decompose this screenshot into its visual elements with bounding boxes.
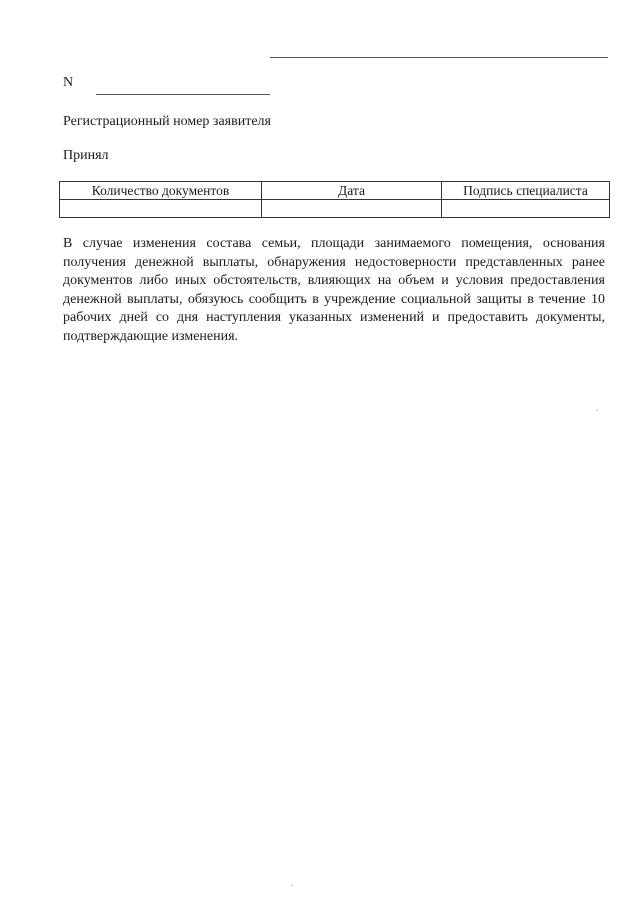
scan-speck [291, 885, 293, 886]
table-header-row [60, 182, 610, 200]
documents-table [59, 181, 610, 218]
number-blank-line [96, 94, 270, 95]
column-header-documents-count: Количество документов [60, 182, 262, 200]
registration-number-label: Регистрационный номер заявителя [63, 114, 271, 129]
scan-speck [596, 410, 598, 411]
number-label: N [63, 75, 74, 90]
column-header-specialist-signature: Подпись специалиста [442, 182, 610, 200]
cell-specialist-signature [442, 200, 610, 218]
signature-line [270, 57, 608, 58]
obligation-paragraph: В случае изменения состава семьи, площади занимаемого помещения, основания получения денежной выплаты, обнаружения недостоверности представленных ранее документов либо иных обстоятельств, влияющих на объем и условия предоставления денежной выплаты, обязуюсь сообщить в учреждение социальной защиты в течение 10 рабочих дней со дня наступления указанных изменений и предоставить документы, подтверждающие изменения. [63, 236, 605, 344]
cell-documents-count [60, 200, 262, 218]
column-header-date: Дата [262, 182, 442, 200]
cell-date [262, 200, 442, 218]
table-row [60, 200, 610, 218]
accepted-label: Принял [63, 148, 109, 163]
